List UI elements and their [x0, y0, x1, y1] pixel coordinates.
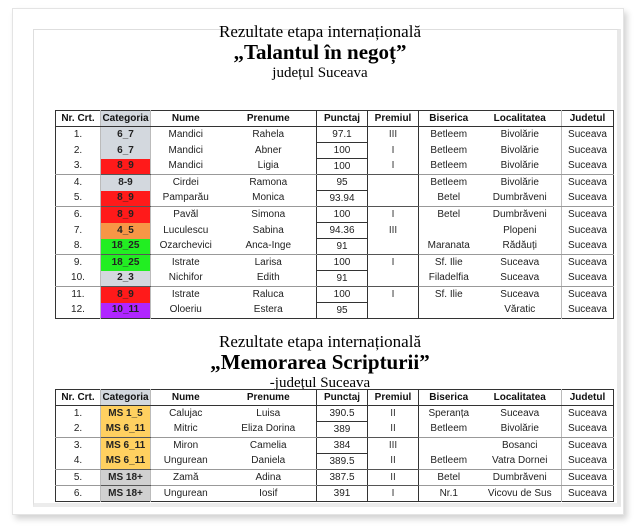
cell-nr-crt: 9. — [56, 255, 101, 271]
cell-categoria: 18_25 — [101, 255, 151, 271]
cell-punctaj: 391 — [317, 486, 368, 502]
cell-localitatea: Suceava — [500, 256, 540, 268]
cell-localitatea: Plopeni — [503, 224, 537, 236]
cell-nr-crt: 7. — [56, 223, 101, 239]
cell-localitatea: Suceava — [500, 288, 540, 300]
cell-premiul — [368, 239, 419, 255]
cell-prenume: Ligia — [221, 159, 317, 175]
cell-nr-crt: 2. — [56, 422, 101, 438]
table-row — [56, 127, 614, 143]
cell-localitatea: Dumbrăveni — [479, 191, 562, 207]
cell-judetul: Suceava — [562, 207, 614, 223]
cell-prenume: Adina — [221, 470, 317, 486]
cell-judetul: Suceava — [562, 406, 614, 422]
cell-prenume: Abner — [254, 144, 282, 156]
header-judetul: Judetul — [562, 390, 614, 406]
cell-biserica: Betleem — [419, 422, 479, 438]
cell-nume: Istrate — [171, 256, 200, 268]
cell-nume: Ungurean — [151, 454, 221, 470]
cell-nr-crt: 8. — [56, 239, 101, 255]
cell-prenume: Monica — [221, 191, 317, 207]
cell-punctaj: 93.94 — [317, 191, 368, 207]
cell-categoria: MS 6_11 — [101, 422, 151, 438]
cell-punctaj: 390.5 — [317, 406, 368, 422]
cell-nume: Zamă — [151, 470, 221, 486]
cell-judetul: Suceava — [562, 239, 614, 255]
cell-judetul: Suceava — [562, 454, 614, 470]
table-row — [56, 143, 614, 159]
cell-biserica: Sf. Ilie — [419, 287, 479, 303]
cell-nume: Luculescu — [163, 224, 209, 236]
table-row — [56, 406, 614, 422]
cell-nr-crt: 6. — [56, 486, 101, 502]
table-row — [56, 207, 614, 223]
cell-biserica — [419, 223, 479, 239]
cell-prenume: Sabina — [252, 224, 284, 236]
table-row — [56, 438, 614, 454]
header-localitatea: Localitatea — [479, 111, 562, 127]
cell-categoria: MS 18+ — [101, 486, 151, 502]
cell-nume: Pamparău — [151, 191, 221, 207]
cell-biserica: Maranata — [419, 239, 479, 255]
cell-punctaj: 100 — [317, 255, 368, 271]
cell-premiul: I — [368, 159, 419, 175]
cell-judetul: Suceava — [562, 470, 614, 486]
cell-prenume: Luisa — [256, 407, 281, 419]
cell-premiul — [368, 175, 419, 191]
table-row — [56, 454, 614, 470]
cell-premiul: II — [368, 422, 419, 438]
table-row — [56, 287, 614, 303]
header-biserica: Biserica — [419, 390, 479, 406]
table-row — [56, 223, 614, 239]
header-premiul: Premiul — [368, 111, 419, 127]
section2-title-block — [0, 332, 640, 392]
table-row — [56, 486, 614, 502]
cell-nr-crt: 3. — [56, 438, 101, 454]
header-categoria: Categoria — [101, 390, 151, 406]
table-row — [56, 239, 614, 255]
cell-biserica: Betleem — [419, 454, 479, 470]
cell-biserica: Filadelfia — [419, 271, 479, 287]
cell-nr-crt: 6. — [56, 207, 101, 223]
cell-nr-crt: 1. — [56, 406, 101, 422]
cell-nume: Cirdei — [172, 176, 199, 188]
memorarea-results-table — [55, 389, 614, 502]
section2-title: „Memorarea Scripturii” — [210, 350, 430, 374]
cell-prenume: Iosif — [259, 487, 278, 499]
cell-punctaj: 100 — [317, 143, 368, 159]
section1-heading: Rezultate etapa internațională — [218, 22, 421, 41]
section2-heading: Rezultate etapa internațională — [218, 332, 421, 351]
cell-localitatea: Suceava — [500, 407, 540, 419]
cell-nr-crt: 2. — [56, 143, 101, 159]
cell-judetul: Suceava — [562, 438, 614, 454]
cell-localitatea: Bivolărie — [479, 422, 562, 438]
header-categoria: Categoria — [101, 111, 151, 127]
header-prenume: Prenume — [221, 111, 317, 127]
cell-punctaj: 387.5 — [317, 470, 368, 486]
cell-punctaj: 389 — [317, 422, 368, 438]
cell-nr-crt: 11. — [56, 287, 101, 303]
cell-categoria: 8_9 — [101, 207, 151, 223]
cell-nume: Mandici — [168, 144, 203, 156]
cell-premiul: III — [368, 223, 419, 239]
cell-judetul: Suceava — [562, 143, 614, 159]
cell-biserica: Nr.1 — [419, 486, 479, 502]
cell-nume: Ungurean — [163, 487, 208, 499]
header-punctaj: Punctaj — [317, 111, 368, 127]
cell-punctaj: 100 — [317, 207, 368, 223]
cell-localitatea: Dumbrăveni — [492, 208, 547, 220]
table-row — [56, 470, 614, 486]
cell-punctaj: 95 — [317, 303, 368, 319]
table-row — [56, 175, 614, 191]
header-judetul: Judetul — [562, 111, 614, 127]
cell-punctaj: 389.5 — [317, 454, 368, 470]
cell-prenume: Raluca — [252, 288, 284, 300]
cell-localitatea: Suceava — [479, 271, 562, 287]
table-row — [56, 271, 614, 287]
cell-prenume: Estera — [253, 304, 283, 316]
cell-punctaj: 94.36 — [317, 223, 368, 239]
cell-categoria: 6_7 — [101, 143, 151, 159]
cell-biserica: Betleem — [419, 127, 479, 143]
cell-nr-crt: 12. — [56, 303, 101, 319]
cell-premiul: I — [368, 207, 419, 223]
header-premiul: Premiul — [368, 390, 419, 406]
cell-premiul: II — [368, 406, 419, 422]
cell-nr-crt: 5. — [56, 191, 101, 207]
cell-biserica: Betel — [419, 207, 479, 223]
cell-biserica: Betel — [419, 191, 479, 207]
cell-biserica: Betel — [419, 470, 479, 486]
cell-localitatea: Vatra Dornei — [479, 454, 562, 470]
cell-biserica: Sf. Ilie — [419, 255, 479, 271]
header-nume: Nume — [151, 390, 221, 406]
cell-premiul: II — [368, 454, 419, 470]
cell-premiul — [368, 191, 419, 207]
cell-judetul: Suceava — [562, 191, 614, 207]
cell-punctaj: 91 — [317, 239, 368, 255]
cell-categoria: MS 1_5 — [101, 406, 151, 422]
cell-biserica: Betleem — [419, 175, 479, 191]
section1-title: „Talantul în negoț” — [233, 40, 407, 64]
cell-categoria: MS 18+ — [101, 470, 151, 486]
cell-prenume: Edith — [221, 271, 317, 287]
table-row — [56, 191, 614, 207]
cell-punctaj: 100 — [317, 287, 368, 303]
cell-prenume: Eliza Dorina — [221, 422, 317, 438]
cell-categoria: 18_25 — [101, 239, 151, 255]
cell-categoria: 2_3 — [101, 271, 151, 287]
cell-judetul: Suceava — [562, 287, 614, 303]
cell-premiul — [368, 303, 419, 319]
cell-prenume: Larisa — [254, 256, 282, 268]
talantul-results-table — [55, 110, 614, 319]
cell-nume: Ozarchevici — [151, 239, 221, 255]
header-nr-crt: Nr. Crt. — [56, 111, 101, 127]
table-body — [56, 127, 614, 319]
cell-localitatea: Vicovu de Sus — [487, 487, 552, 499]
cell-premiul: III — [368, 127, 419, 143]
cell-nume: Mitric — [151, 422, 221, 438]
cell-localitatea: Bivolărie — [500, 144, 539, 156]
cell-nr-crt: 4. — [56, 454, 101, 470]
cell-prenume: Camelia — [249, 439, 287, 451]
cell-localitatea: Dumbrăveni — [479, 470, 562, 486]
cell-judetul: Suceava — [562, 422, 614, 438]
cell-nume: Calujac — [169, 407, 203, 419]
cell-categoria: 8_9 — [101, 191, 151, 207]
cell-nume: Miron — [173, 439, 199, 451]
table-row — [56, 303, 614, 319]
cell-biserica — [419, 438, 479, 454]
cell-nume: Nichifor — [151, 271, 221, 287]
section1-subtitle: județul Suceava — [272, 65, 368, 81]
cell-categoria: MS 6_11 — [101, 438, 151, 454]
table-header-row — [56, 111, 614, 127]
cell-biserica — [419, 303, 479, 319]
section2-subtitle: -județul Suceava — [269, 375, 371, 391]
header-localitatea: Localitatea — [479, 390, 562, 406]
cell-localitatea: Bivolărie — [479, 159, 562, 175]
cell-categoria: MS 6_11 — [101, 454, 151, 470]
cell-prenume: Simona — [251, 208, 286, 220]
header-punctaj: Punctaj — [317, 390, 368, 406]
cell-prenume: Rahela — [252, 128, 285, 140]
cell-premiul: III — [368, 438, 419, 454]
cell-punctaj: 95 — [317, 175, 368, 191]
cell-nume: Mandici — [151, 159, 221, 175]
cell-categoria: 8_9 — [101, 287, 151, 303]
cell-punctaj: 100 — [317, 159, 368, 175]
cell-judetul: Suceava — [562, 486, 614, 502]
cell-premiul: I — [368, 143, 419, 159]
cell-punctaj: 91 — [317, 271, 368, 287]
cell-nume: Oloeriu — [169, 304, 202, 316]
cell-localitatea: Bivolărie — [500, 128, 539, 140]
cell-judetul: Suceava — [562, 303, 614, 319]
cell-biserica: Betleem — [419, 159, 479, 175]
cell-premiul — [368, 271, 419, 287]
cell-categoria: 10_11 — [101, 303, 151, 319]
header-nume: Nume — [151, 111, 221, 127]
cell-premiul: I — [368, 486, 419, 502]
cell-nr-crt: 10. — [56, 271, 101, 287]
cell-premiul: I — [368, 255, 419, 271]
cell-prenume: Daniela — [221, 454, 317, 470]
cell-localitatea: Bosanci — [501, 439, 538, 451]
cell-nr-crt: 4. — [56, 175, 101, 191]
cell-prenume: Ramona — [249, 176, 288, 188]
section1-title-block — [0, 22, 640, 82]
header-nr-crt: Nr. Crt. — [56, 390, 101, 406]
cell-judetul: Suceava — [562, 223, 614, 239]
cell-biserica: Betleem — [419, 143, 479, 159]
cell-nr-crt: 3. — [56, 159, 101, 175]
cell-nume: Istrate — [171, 288, 200, 300]
cell-prenume: Anca-Inge — [221, 239, 317, 255]
cell-judetul: Suceava — [562, 175, 614, 191]
cell-premiul: II — [368, 470, 419, 486]
cell-judetul: Suceava — [562, 271, 614, 287]
cell-categoria: 8_9 — [101, 159, 151, 175]
cell-categoria: 8-9 — [101, 175, 151, 191]
cell-nume: Mandici — [168, 128, 203, 140]
cell-localitatea: Rădăuți — [479, 239, 562, 255]
table-body — [56, 406, 614, 502]
table-header-row — [56, 390, 614, 406]
cell-judetul: Suceava — [562, 127, 614, 143]
header-prenume: Prenume — [221, 390, 317, 406]
cell-punctaj: 97.1 — [317, 127, 368, 143]
cell-judetul: Suceava — [562, 159, 614, 175]
cell-nr-crt: 5. — [56, 470, 101, 486]
cell-localitatea: Bivolărie — [500, 176, 539, 188]
cell-judetul: Suceava — [562, 255, 614, 271]
header-biserica: Biserica — [419, 111, 479, 127]
cell-nr-crt: 1. — [56, 127, 101, 143]
table-row — [56, 422, 614, 438]
cell-categoria: 6_7 — [101, 127, 151, 143]
cell-biserica: Speranța — [419, 406, 479, 422]
table-row — [56, 255, 614, 271]
cell-categoria: 4_5 — [101, 223, 151, 239]
cell-premiul: I — [368, 287, 419, 303]
cell-punctaj: 384 — [317, 438, 368, 454]
cell-nume: Pavăl — [173, 208, 199, 220]
cell-localitatea: Văratic — [504, 304, 536, 316]
table-row — [56, 159, 614, 175]
